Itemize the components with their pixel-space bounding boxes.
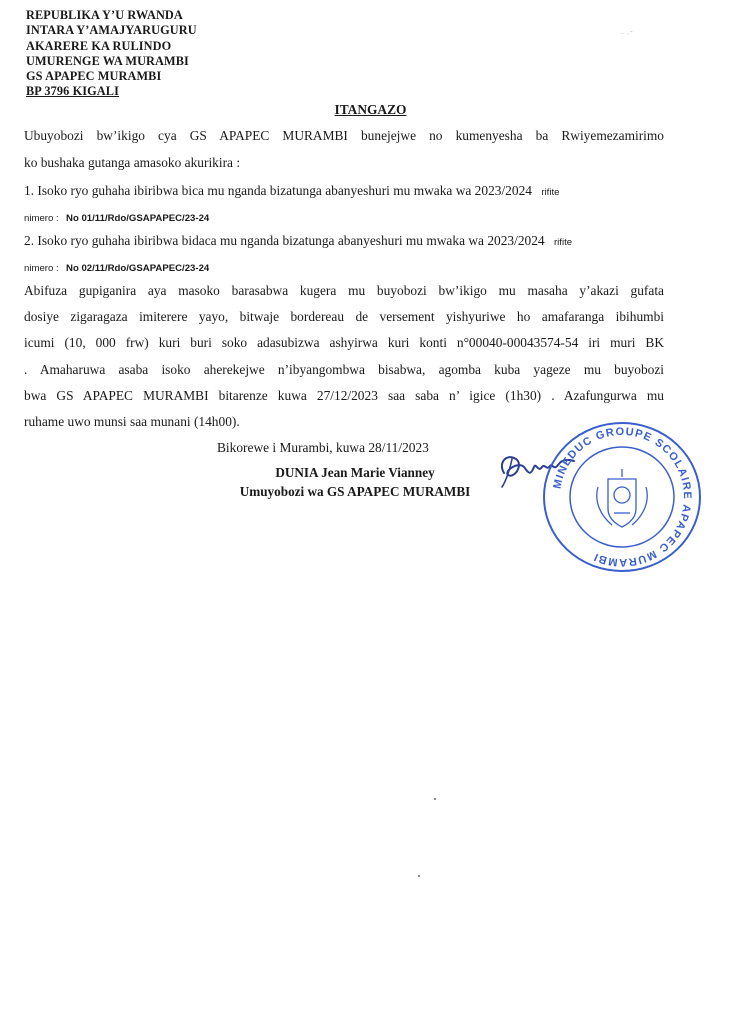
tender-item-1-rifite: rifite — [541, 187, 560, 198]
paragraph-line: icumi (10, 000 frw) kuri buri soko adasubizwa ashyirwa kuri konti n°00040-00043574-54 iri muri BK — [24, 335, 664, 350]
tender-item-1-ref: No 01/11/Rdo/GSAPAPEC/23-24 — [66, 213, 210, 224]
paragraph-line: Abifuza gupiganira aya masoko barasabwa kugera mu buyobozi bw’ikigo mu masaha y’akazi gufata — [24, 283, 664, 298]
signing-place-date: Bikorewe i Murambi, kuwa 28/11/2023 — [217, 440, 429, 455]
letterhead-address: BP 3796 KIGALI — [26, 84, 119, 99]
intro-line: Ubuyobozi bw’ikigo cya GS APAPEC MURAMBI bunejejwe no kumenyesha ba Rwiyemezamirimo — [24, 128, 664, 143]
intro-line: ko bushaka gutanga amasoko akurikira : — [24, 155, 241, 170]
paragraph-line: bwa GS APAPEC MURAMBI bitarenze kuwa 27/12/2023 saa saba n’ igice (1h30) . Azafungurwa mu — [24, 388, 664, 403]
tender-item-1 — [24, 183, 664, 199]
letterhead-line: AKARERE KA RULINDO — [26, 38, 172, 53]
scan-mark: ⁻ ·ˉ — [620, 30, 634, 39]
tender-item-2 — [24, 233, 664, 249]
letterhead-line: UMURENGE WA MURAMBI — [26, 53, 189, 68]
paragraph-line: ruhame uwo munsi saa munani (14h00). — [24, 414, 240, 429]
tender-item-2-rifite: rifite — [553, 237, 573, 248]
tender-item-2-ref: No 02/11/Rdo/GSAPAPEC/23-24 — [66, 263, 210, 274]
signer-title: Umuyobozi wa GS APAPEC MURAMBI — [239, 484, 471, 499]
letterhead-line: GS APAPEC MURAMBI — [26, 69, 162, 84]
stamp-ring-text: MINEDUC GROUPE SCOLAIRE APAPEC MURAMBI — [551, 425, 694, 569]
letterhead-line: INTARA Y’AMAJYARUGURU — [26, 23, 197, 38]
document-title: ITANGAZO — [334, 102, 407, 117]
tender-item-2-nimero: nimero : — [24, 263, 59, 274]
signer-name: DUNIA Jean Marie Vianney — [275, 465, 435, 480]
official-stamp — [538, 417, 706, 577]
letterhead — [26, 8, 197, 100]
paragraph-line: dosiye zigaragaza imiterere yayo, bitwaje bordereau de versement yishyuriwe ho amafaranga ibihumbi — [24, 309, 664, 324]
tender-item-1-text: 1. Isoko ryo guhaha ibiribwa bica mu nganda bizatunga abanyeshuri mu mwaka wa 2023/2024 — [24, 183, 532, 198]
letterhead-line: REPUBLIKA Y’U RWANDA — [26, 8, 183, 22]
tender-item-1-nimero: nimero : — [24, 213, 59, 224]
scan-speck — [418, 875, 420, 877]
paragraph-line: . Amaharuwa asaba isoko aherekejwe n’ibyangombwa bisabwa, agomba kuba yageze mu buyobozi — [24, 362, 664, 377]
tender-item-2-text: 2. Isoko ryo guhaha ibiribwa bidaca mu nganda bizatunga abanyeshuri mu mwaka wa 2023/2024 — [24, 233, 545, 248]
tender-item-2-reference — [24, 259, 664, 275]
scan-speck — [434, 798, 436, 800]
tender-item-1-reference — [24, 209, 664, 225]
